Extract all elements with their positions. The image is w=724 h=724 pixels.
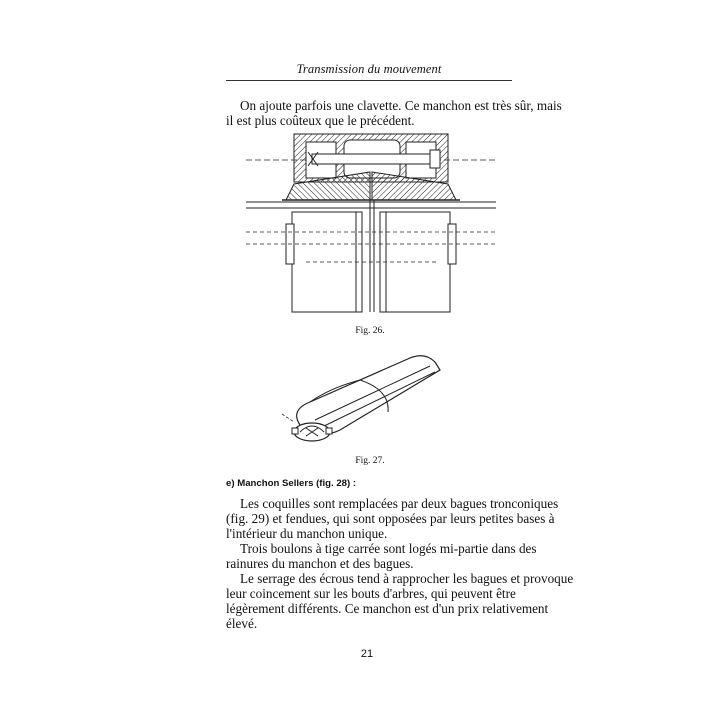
text-line: élevé. [226,616,258,631]
text-line: il est plus coûteux que le précédent. [226,113,415,128]
text-line: Les coquilles sont remplacées par deux bagues tronconiques [240,496,559,511]
figure-27-caption: Fig. 27. [355,456,385,466]
text-line: leur coincement sur les bouts d'arbres, qui peuvent être [226,586,516,601]
figure-26-caption: Fig. 26. [355,326,385,336]
paragraph-3 [226,571,574,631]
running-header: Transmission du mouvement [296,62,442,76]
intro-paragraph [226,98,562,128]
text-line: (fig. 29) et fendues, qui sont opposées par leurs petites bases à [226,511,555,526]
text-line: Le serrage des écrous tend à rapprocher les bagues et provoque [240,571,574,586]
page-number: 21 [360,648,374,660]
text-line: l'intérieur du manchon unique. [226,526,388,541]
text-line: légèrement différents. Ce manchon est d'un prix relativement [226,601,549,616]
paragraph-1 [226,496,559,541]
header-rule [226,80,512,81]
text-line: rainures du manchon et des bagues. [226,556,414,571]
text-line: On ajoute parfois une clavette. Ce manchon est très sûr, mais [240,98,562,113]
text-line: Trois boulons à tige carrée sont logés mi-partie dans des [240,541,537,556]
figure-27-drawing [270,340,450,450]
section-heading: e) Manchon Sellers (fig. 28) : [226,478,357,489]
paragraph-2 [226,541,537,571]
figure-26-drawing [246,132,496,322]
